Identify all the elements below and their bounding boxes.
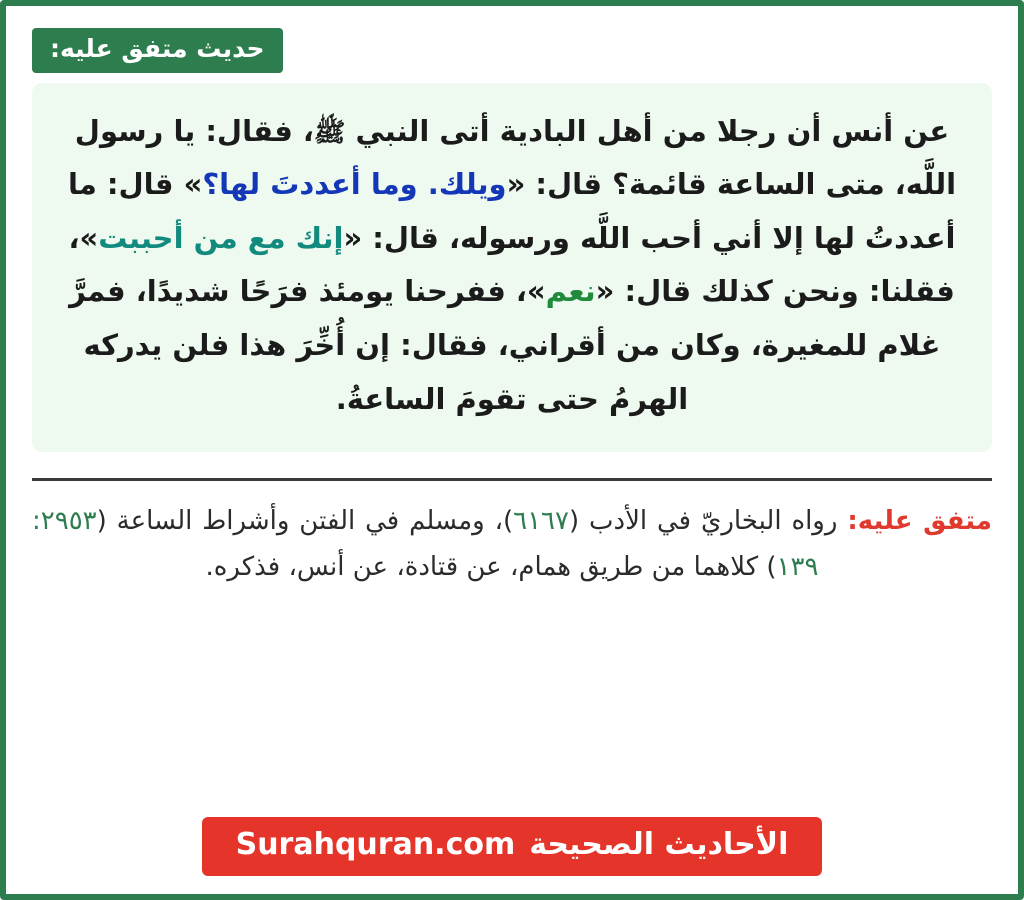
takhreej-source-label: متفق عليه: [847,506,992,537]
card-inner [6,6,1018,894]
takhreej-number-2: ٢٩٥٣: ١٣٩ [32,506,819,582]
hadith-segment-4: » قال: ما أعددتُ لها إلا أني أحب اللَّه ورسوله، قال: « [67,167,956,255]
hadith-text [58,105,966,427]
section-divider [32,478,992,481]
hadith-segment-7: نعم [545,274,596,309]
hadith-segment-1: ﷺ [313,117,346,148]
label-row [32,28,992,73]
hadith-segment-6: »، فقلنا: ونحن كذلك قال: « [68,220,955,309]
footer-site-link[interactable]: Surahquran.com [235,827,516,862]
hadith-segment-2: ، فقال: يا رسول اللَّه، متى الساعة قائمة؟ قال: « [74,113,957,202]
takhreej-text [32,499,992,590]
takhreej-part2: )، ومسلم في الفتن وأشراط الساعة ( [96,506,514,537]
takhreej-part1: رواه البخاريّ في الأدب ( [568,506,848,537]
hadith-segment-0: عن أنس أن رجلا من أهل البادية أتى النبي [345,113,950,148]
takhreej-number-1: ٦١٦٧ [513,506,569,537]
hadith-grade-badge: حديث متفق عليه: [32,28,283,73]
hadith-segment-5: إنك مع من أحببت [98,220,344,255]
footer-arabic-label: الأحاديث الصحيحة [529,827,789,862]
footer-banner[interactable] [202,817,823,876]
hadith-segment-3: ويلك. وما أعددتَ لها؟ [202,167,507,202]
hadith-segment-8: »، ففرحنا يومئذ فرَحًا شديدًا، فمرَّ غلام للمغيرة، وكان من أقراني، فقال: إن أُخِّرَ هذا فلن يدركه الهرمُ حتى تقومَ الساعةُ. [69,274,941,416]
footer-wrap [32,590,992,894]
hadith-box [32,83,992,453]
takhreej-part3: ) كلاهما من طريق همام، عن قتادة، عن أنس، فذكره. [205,551,777,582]
